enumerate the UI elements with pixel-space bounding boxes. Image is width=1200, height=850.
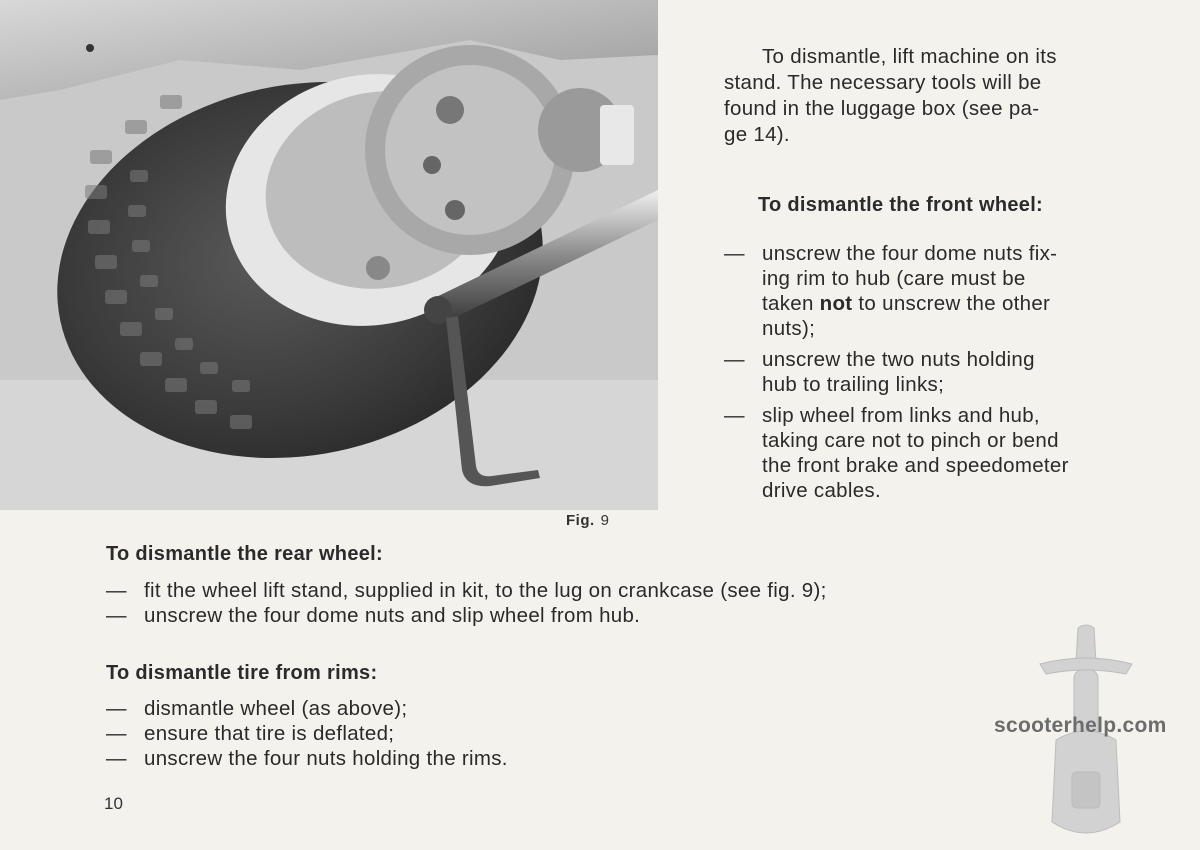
list-item [106,721,806,746]
dash-bullet: — [106,579,127,602]
step-text: unscrew the four dome nuts and slip wheel from hub. [144,604,641,627]
list-item [106,603,1006,628]
step-text: unscrew the four nuts holding the rims. [144,747,508,770]
dash-bullet: — [106,604,127,627]
step-line: drive cables. [762,479,881,502]
tire-heading: To dismantle tire from rims: [106,662,378,684]
list-item [724,347,1120,397]
figure-caption [566,512,610,529]
watermark: scooterhelp.com [994,714,1167,737]
step-line: unscrew the four dome nuts fix- [762,242,1058,265]
dash-bullet: — [724,242,745,265]
rear-wheel-heading: To dismantle the rear wheel: [106,543,383,565]
list-item [106,696,806,721]
step-line: hub to trailing links; [762,373,945,396]
intro-line: To dismantle, lift machine on its [762,45,1057,68]
emphasis-not: not [819,292,853,315]
tire-steps [106,696,806,771]
dash-bullet: — [106,747,127,770]
intro-paragraph [724,44,1116,148]
list-item [724,403,1120,503]
step-line [762,291,1120,316]
intro-line: stand. The necessary tools will be [724,71,1042,94]
dash-bullet: — [106,722,127,745]
step-text: dismantle wheel (as above); [144,697,408,720]
wheel-photo [0,0,658,510]
step-line: slip wheel from links and hub, [762,404,1040,427]
step-text: to unscrew the other [852,292,1051,315]
dash-bullet: — [724,404,745,427]
dash-bullet: — [106,697,127,720]
step-line: the front brake and speedometer [762,454,1069,477]
front-wheel-heading: To dismantle the front wheel: [758,194,1044,216]
step-line: nuts); [762,317,816,340]
front-wheel-steps [724,241,1120,509]
rear-wheel-steps [106,578,1006,628]
step-text: fit the wheel lift stand, supplied in kit, to the lug on crankcase (see fig. 9); [144,579,827,602]
step-text: ensure that tire is deflated; [144,722,395,745]
intro-line: ge 14). [724,123,790,146]
list-item [106,578,1006,603]
step-line: unscrew the two nuts holding [762,348,1035,371]
step-text: taken [762,292,820,315]
figure-label: Fig. [566,512,595,529]
list-item [724,241,1120,341]
list-item [106,746,806,771]
figure-number: 9 [600,512,610,529]
step-line: taking care not to pinch or bend [762,429,1059,452]
dash-bullet: — [724,348,745,371]
step-line: ing rim to hub (care must be [762,267,1026,290]
intro-line: found in the luggage box (see pa- [724,97,1040,120]
page-number: 10 [104,794,123,813]
